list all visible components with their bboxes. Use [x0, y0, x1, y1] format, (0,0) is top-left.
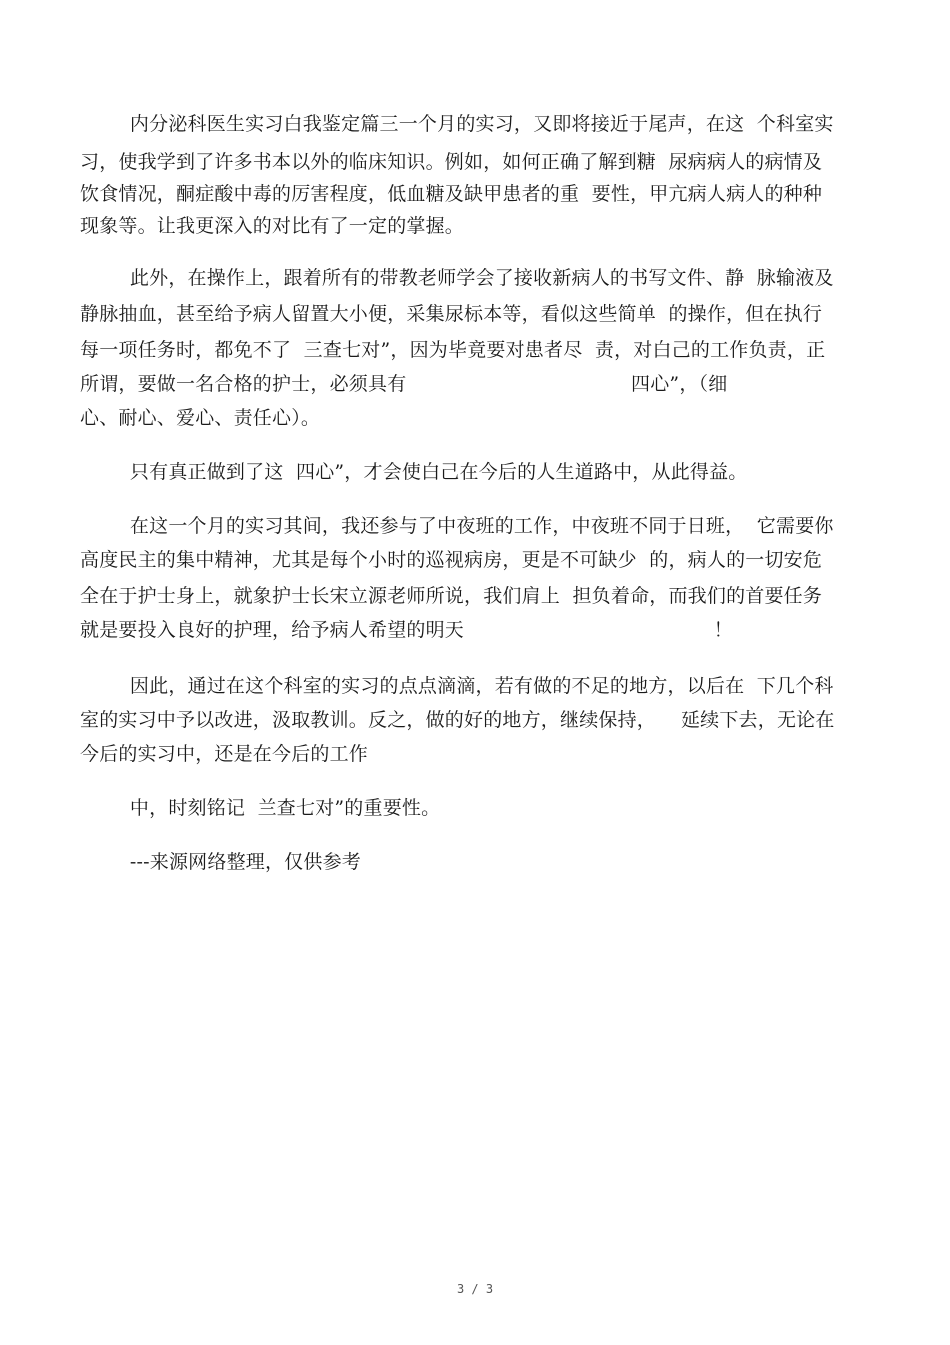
- paragraph-line: 室的实习中予以改进，汲取教训。反之，做的好的地方，继续保持， 延续下去，无论在: [80, 709, 835, 731]
- page-number: 3 / 3: [456, 1282, 494, 1296]
- paragraph-line: 今后的实习中，还是在今后的工作: [80, 743, 369, 765]
- paragraph-line: 饮食情况，酮症酸中毒的厉害程度，低血糖及缺甲患者的重 要性，甲亢病人病人的种种: [80, 183, 823, 205]
- paragraph-line: 静脉抽血，甚至给予病人留置大小便，采集尿标本等，看似这些简单 的操作，但在执行: [80, 303, 823, 325]
- paragraph-line: 此外，在操作上，跟着所有的带教老师学会了接收新病人的书写文件、静 脉输液及: [80, 267, 834, 289]
- paragraph-line: 高度民主的集中精神，尤其是每个小时的巡视病房，更是不可缺少 的，病人的一切安危: [80, 549, 823, 571]
- paragraph-line: 所谓，要做一名合格的护士，必须具有 四心”，（细: [80, 373, 728, 395]
- paragraph-line: 现象等。让我更深入的对比有了一定的掌握。: [80, 215, 465, 237]
- paragraph-line: 因此，通过在这个科室的实习的点点滴滴，若有做的不足的地方，以后在 下几个科: [80, 675, 834, 697]
- paragraph-line: 中，时刻铭记 兰查七对”的重要性。: [80, 797, 441, 819]
- paragraph-line: 每一项任务时，都免不了 三查七对”，因为毕竟要对患者尽 责，对白己的工作负责，正: [80, 339, 826, 361]
- source-note: ---来源网络整理，仅供参考: [80, 851, 361, 873]
- paragraph-line: 内分泌科医生实习白我鉴定篇三一个月的实习，又即将接近于尾声，在这 个科室实: [80, 113, 834, 135]
- paragraph-line: 心、耐心、爱心、责任心）。: [80, 407, 321, 429]
- paragraph-line: 只有真正做到了这 四心”，才会使白己在今后的人生道路中，从此得益。: [80, 461, 748, 483]
- paragraph-line: 就是要投入良好的护理，给予病人希望的明天 ！: [80, 619, 733, 641]
- paragraph-line: 在这一个月的实习其间，我还参与了中夜班的工作，中夜班不同于日班， 它需要你: [80, 515, 834, 537]
- paragraph-line: 全在于护士身上，就象护士长宋立源老师所说，我们肩上 担负着命，而我们的首要任务: [80, 585, 823, 607]
- paragraph-line: 习，使我学到了许多书本以外的临床知识。例如，如何正确了解到糖 尿病病人的病情及: [80, 151, 823, 173]
